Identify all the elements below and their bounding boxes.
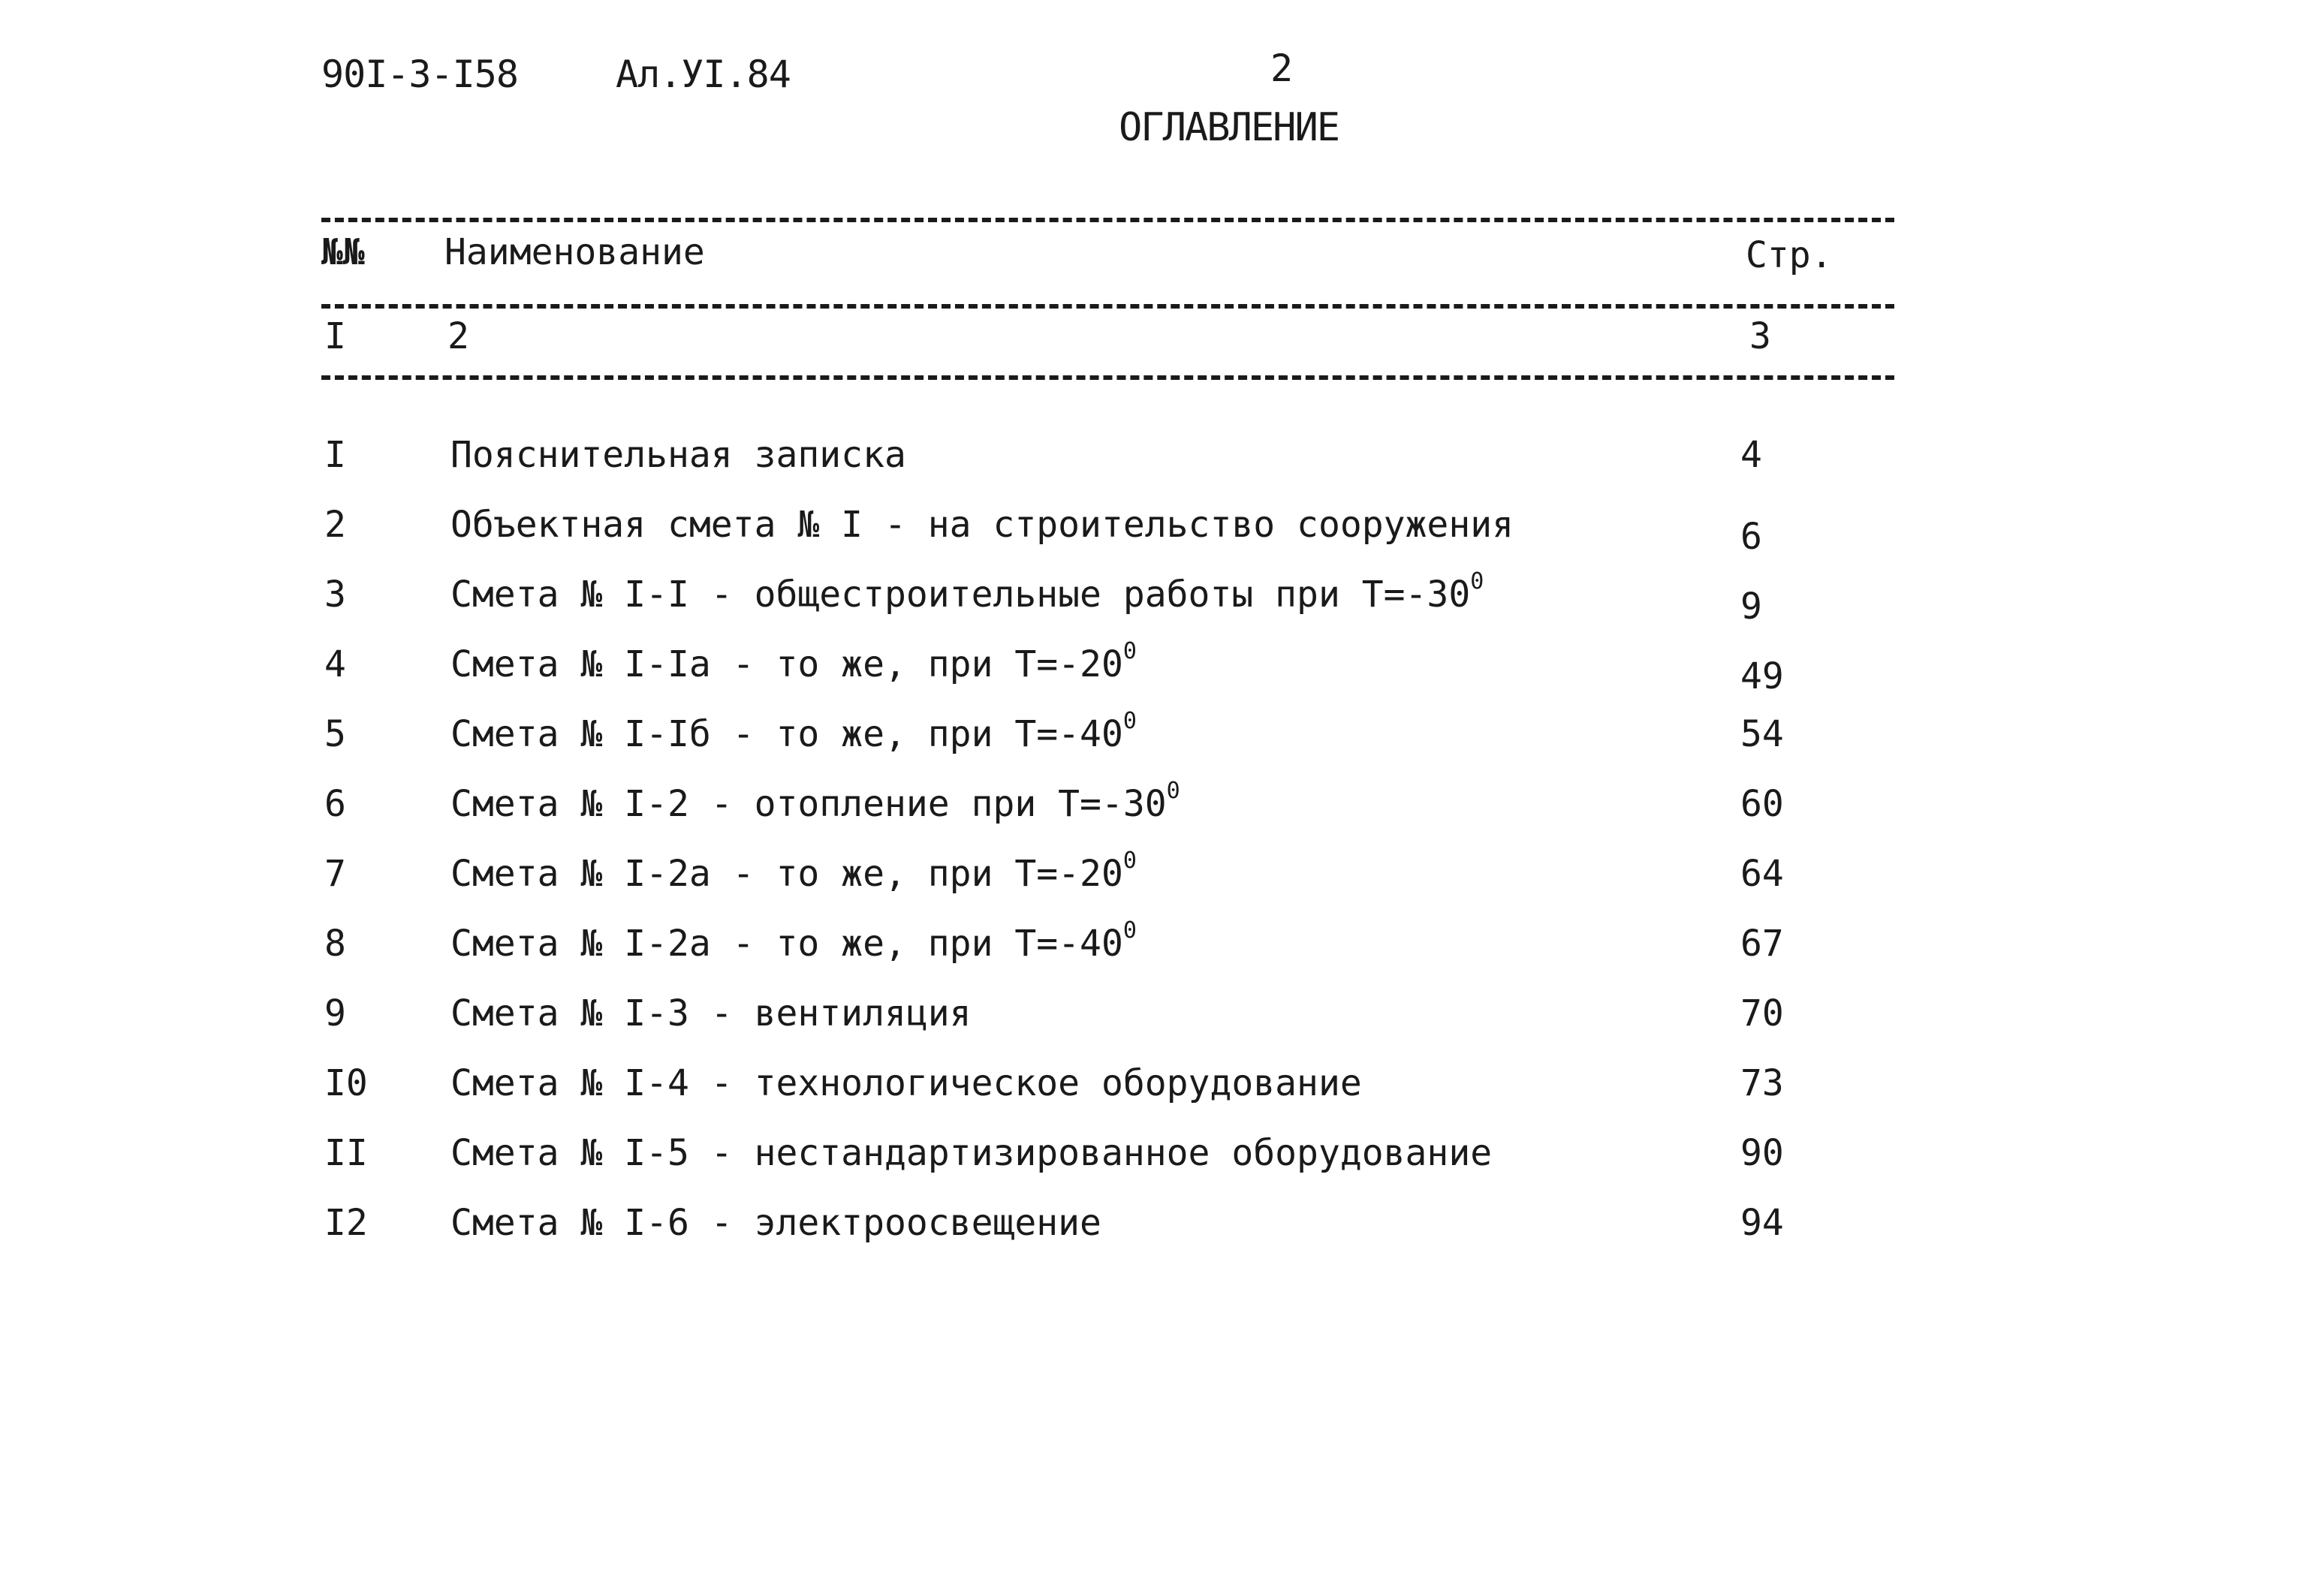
row-title: Смета № I-2а - то же, при $Т=-20^0$ (450, 848, 1137, 895)
row-page: 90 (1740, 1132, 1784, 1174)
row-number: 4 (324, 643, 346, 685)
row-title: Смета № I-2 - отопление при $Т=-30^0$ (450, 778, 1180, 825)
column-index-1: I (324, 315, 346, 357)
row-page: 94 (1740, 1202, 1784, 1244)
row-number: 5 (324, 713, 346, 755)
page-number: 2 (1270, 47, 1293, 90)
table-row (0, 778, 2305, 853)
contents-list (0, 434, 2305, 1272)
row-number: 2 (324, 504, 346, 546)
row-title: Смета № I-Iа - то же, при $Т=-20^0$ (450, 638, 1137, 685)
row-title: Смета № I-2а - то же, при $Т=-40^0$ (450, 917, 1137, 965)
table-row (0, 708, 2305, 783)
row-number: 9 (324, 992, 346, 1034)
row-page: 67 (1740, 923, 1784, 965)
row-number: 7 (324, 853, 346, 895)
column-index-2: 2 (447, 315, 469, 357)
row-title: Смета № I-4 - технологическое оборудование (450, 1062, 1362, 1104)
row-number: 3 (324, 574, 346, 616)
row-number: I0 (324, 1062, 368, 1104)
row-page: 64 (1740, 853, 1784, 895)
album-number: Ал.УI.84 (616, 53, 791, 96)
table-index-rule (321, 375, 1894, 380)
row-page: 54 (1740, 713, 1784, 755)
table-row (0, 917, 2305, 992)
table-row (0, 1062, 2305, 1132)
row-page: 6 (1740, 516, 1762, 558)
table-row (0, 638, 2305, 713)
column-header-name: Наименование (444, 231, 705, 273)
row-page: 9 (1740, 586, 1762, 628)
table-row (0, 568, 2305, 643)
row-title: Смета № I-5 - нестандартизированное оборудование (450, 1132, 1493, 1174)
row-title: Объектная смета № I - на строительство сооружения (450, 504, 1514, 546)
table-header-rule (321, 304, 1894, 309)
row-number: II (324, 1132, 368, 1174)
table-top-rule (321, 218, 1894, 222)
table-row (0, 848, 2305, 923)
row-title: Смета № I-6 - электроосвещение (450, 1202, 1101, 1244)
row-number: 8 (324, 923, 346, 965)
row-page: 70 (1740, 992, 1784, 1034)
row-page: 4 (1740, 434, 1762, 476)
row-page: 60 (1740, 783, 1784, 825)
table-row (0, 1132, 2305, 1202)
row-title: Смета № I-I - общестроительные работы при $Т=-30^0$ (450, 568, 1484, 616)
column-header-page: Стр. (1746, 234, 1833, 276)
row-page: 49 (1740, 655, 1784, 697)
table-row (0, 504, 2305, 574)
page-title: ОГЛАВЛЕНИЕ (1119, 105, 1339, 150)
row-title: Пояснительная записка (450, 434, 906, 476)
table-row (0, 1202, 2305, 1272)
table-row (0, 992, 2305, 1062)
row-number: 6 (324, 783, 346, 825)
table-row (0, 434, 2305, 504)
row-number: I (324, 434, 346, 476)
row-number: I2 (324, 1202, 368, 1244)
column-index-3: 3 (1749, 315, 1771, 357)
row-page: 73 (1740, 1062, 1784, 1104)
column-header-number: №№ (321, 231, 365, 273)
row-title: Смета № I-3 - вентиляция (450, 992, 972, 1034)
document-code: 90I-3-I58 (321, 53, 518, 96)
row-title: Смета № I-Iб - то же, при $Т=-40^0$ (450, 708, 1137, 755)
